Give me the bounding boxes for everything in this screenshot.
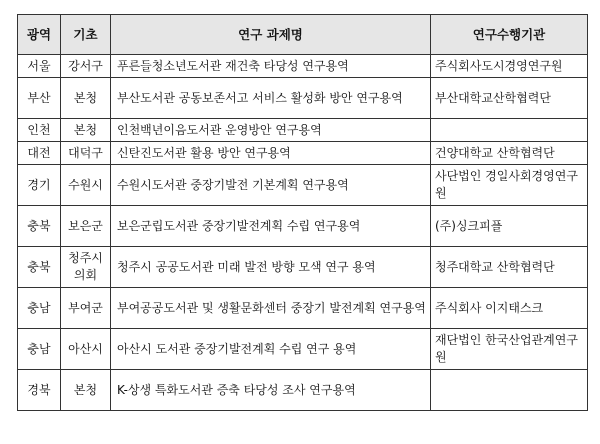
region-cell: 충북 (18, 247, 61, 288)
table-row (18, 206, 588, 247)
table-row (18, 165, 588, 206)
region-cell: 경기 (18, 165, 61, 206)
organization-cell: 재단법인 한국산업관계연구원 (431, 329, 588, 370)
region-cell: 충남 (18, 288, 61, 329)
table-row (18, 329, 588, 370)
region-cell: 서울 (18, 55, 61, 78)
organization-cell: 부산대학교산학협력단 (431, 78, 588, 119)
research-projects-table (17, 14, 588, 411)
organization-cell: 주식회사 이지태스크 (431, 288, 588, 329)
table-header-row (18, 15, 588, 55)
district-cell: 보은군 (61, 206, 111, 247)
project-title-cell: 부여공공도서관 및 생활문화센터 중장기 발전계획 연구용역 (111, 288, 431, 329)
region-cell: 인천 (18, 119, 61, 142)
organization-cell (431, 119, 588, 142)
project-title-cell: 아산시 도서관 중장기발전계획 수립 연구 용역 (111, 329, 431, 370)
table-row (18, 370, 588, 411)
table-row (18, 247, 588, 288)
project-title-cell: K-상생 특화도서관 증축 타당성 조사 연구용역 (111, 370, 431, 411)
region-cell: 충북 (18, 206, 61, 247)
header-district: 기초 (61, 15, 111, 55)
table-row (18, 142, 588, 165)
header-region: 광역 (18, 15, 61, 55)
district-cell: 본청 (61, 370, 111, 411)
organization-cell: 청주대학교 산학협력단 (431, 247, 588, 288)
district-cell: 대덕구 (61, 142, 111, 165)
table-row (18, 78, 588, 119)
region-cell: 대전 (18, 142, 61, 165)
region-cell: 경북 (18, 370, 61, 411)
table-row (18, 119, 588, 142)
district-cell: 수원시 (61, 165, 111, 206)
district-cell: 본청 (61, 119, 111, 142)
district-cell: 부여군 (61, 288, 111, 329)
organization-cell: 주식회사도시경영연구원 (431, 55, 588, 78)
table-row (18, 55, 588, 78)
project-title-cell: 신탄진도서관 활용 방안 연구용역 (111, 142, 431, 165)
region-cell: 부산 (18, 78, 61, 119)
organization-cell: 사단법인 경일사회경영연구원 (431, 165, 588, 206)
header-project-title: 연구 과제명 (111, 15, 431, 55)
district-cell: 본청 (61, 78, 111, 119)
table-row (18, 288, 588, 329)
header-organization: 연구수행기관 (431, 15, 588, 55)
region-cell: 충남 (18, 329, 61, 370)
project-title-cell: 보은군립도서관 중장기발전계획 수립 연구용역 (111, 206, 431, 247)
project-title-cell: 청주시 공공도서관 미래 발전 방향 모색 연구 용역 (111, 247, 431, 288)
project-title-cell: 수원시도서관 중장기발전 기본계획 연구용역 (111, 165, 431, 206)
project-title-cell: 부산도서관 공동보존서고 서비스 활성화 방안 연구용역 (111, 78, 431, 119)
project-title-cell: 인천백년이음도서관 운영방안 연구용역 (111, 119, 431, 142)
district-cell: 청주시의회 (61, 247, 111, 288)
organization-cell (431, 370, 588, 411)
organization-cell: 건양대학교 산학협력단 (431, 142, 588, 165)
district-cell: 아산시 (61, 329, 111, 370)
project-title-cell: 푸른들청소년도서관 재건축 타당성 연구용역 (111, 55, 431, 78)
organization-cell: (주)싱크피플 (431, 206, 588, 247)
district-cell: 강서구 (61, 55, 111, 78)
